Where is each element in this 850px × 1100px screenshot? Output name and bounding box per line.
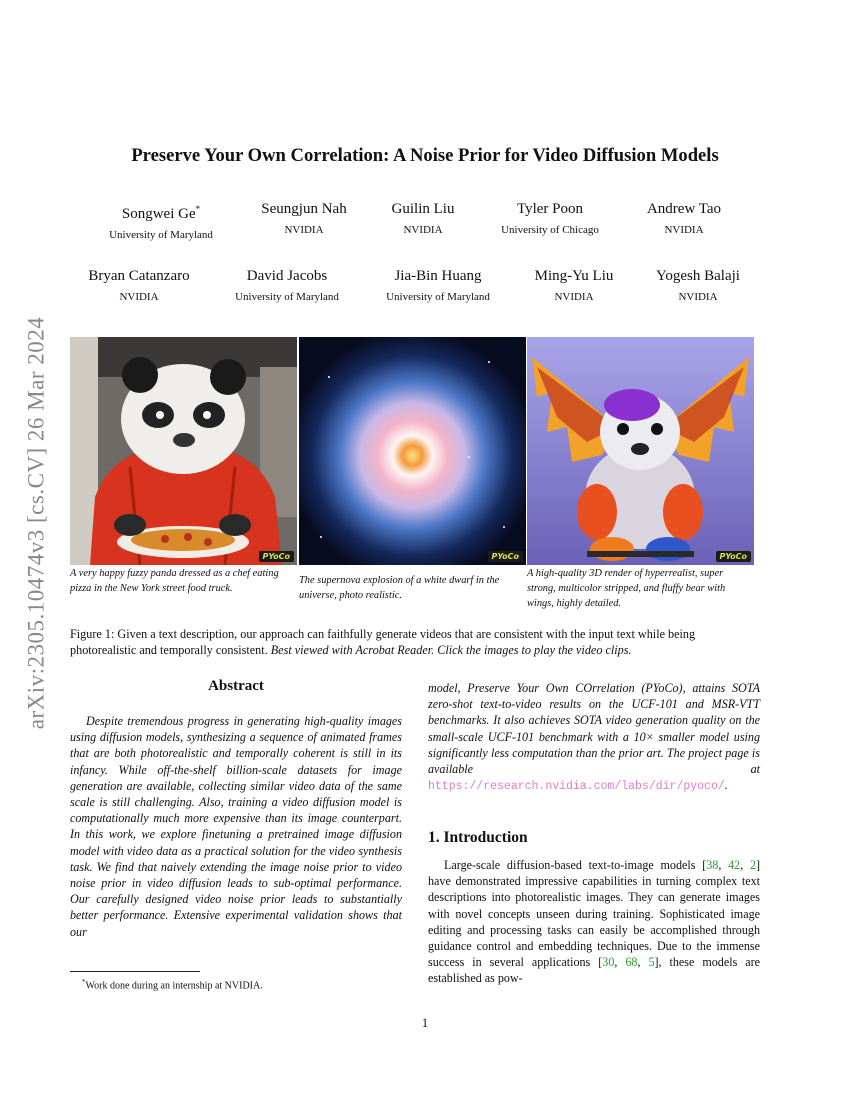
author-6 [54, 267, 224, 304]
video-supernova[interactable] [299, 337, 526, 565]
abstract-end: . [724, 778, 728, 793]
citation-link[interactable]: 38 [706, 858, 719, 872]
citation-link[interactable]: 42 [728, 858, 741, 872]
figure-label: Figure 1: [70, 627, 115, 641]
arxiv-sidebar-stamp [10, 288, 62, 758]
introduction-heading: 1. Introduction [428, 829, 528, 846]
citation-link[interactable]: 30 [602, 955, 615, 970]
author-affiliation: University of Maryland [386, 291, 490, 303]
author-name: Songwei Ge [121, 206, 196, 222]
abstract-text: Despite tremendous progress in generating high-quality images using diffusion models, synthesizing a sequence of animated frames that are both photorealistic and temporally coherent is still in its infancy. While off-the-shelf billion-scale datasets for image generation are available, collecting similar video data of the same scale is still challenging. Also, training a video diffusion model is computationally much more expensive than its image counterpart. In this work, we explore finetuning a pretrained image diffusion model with video data as a practical solution for the video synthesis task. We find that naively extending the image noise prior to video noise prior in video diffusion leads to sub-optimal performance. Our carefully designed video noise prior leads to substantially better performance. Extensive experimental validation shows that our [70, 714, 402, 939]
abstract-heading: Abstract [208, 678, 264, 694]
author-5 [599, 200, 769, 237]
figure-caption-emphasis: Best viewed with Acrobat Reader. Click the images to play the video clips. [270, 643, 632, 657]
page-number: 1 [421, 1016, 429, 1030]
author-name: Ming-Yu Liu [534, 268, 614, 284]
footnote [70, 976, 400, 992]
author-affiliation: University of Chicago [501, 224, 599, 236]
author-10 [613, 267, 783, 304]
video-panda-chef[interactable] [70, 337, 297, 565]
intro-text: , [740, 858, 750, 872]
citation-link[interactable]: 5 [648, 955, 655, 970]
author-name: Yogesh Balaji [656, 268, 740, 284]
subcaption-panda: A very happy fuzzy panda dressed as a chef eating pizza in the New York street food truck. [70, 568, 279, 594]
author-name: David Jacobs [246, 268, 328, 284]
paper-title: Preserve Your Own Correlation: A Noise Prior for Video Diffusion Models [131, 145, 719, 166]
subcaption-winged-bear: A high-quality 3D render of hyperrealist, super strong, multicolor stripped, and fluffy bear with wings, highly detailed. [527, 568, 726, 609]
citation-link[interactable]: 2 [749, 858, 756, 872]
author-affiliation: NVIDIA [678, 291, 718, 303]
author-affiliation: NVIDIA [119, 291, 159, 303]
panda-image [70, 337, 297, 565]
arxiv-id: arXiv:2305.10474v3 [cs.CV] 26 Mar 2024 [23, 316, 49, 730]
winged-bear-image [527, 337, 754, 565]
intro-text: ], these models are established as pow- [428, 955, 761, 986]
author-name: Tyler Poon [516, 201, 584, 217]
intro-text: , [614, 955, 626, 970]
author-affiliation: NVIDIA [284, 224, 324, 236]
footnote-text: Work done during an internship at NVIDIA. [85, 980, 263, 992]
abstract-body-col2 [428, 680, 760, 795]
author-name: Guilin Liu [391, 201, 455, 217]
citation-link[interactable]: 68 [625, 955, 638, 970]
author-affiliation: University of Maryland [235, 291, 339, 303]
figure-caption-text: Given a text description, our approach can faithfully generate videos that are consistent with the input text while being photorealistic and temporally consistent. [70, 627, 696, 657]
subcaption-supernova: The supernova explosion of a white dwarf in the universe, photo realistic. [299, 575, 500, 601]
intro-text: ] have demonstrated impressive capabilities in turning complex text descriptions into photorealistic images. They can generate images with novel concepts unseen during training. Sophisticated image editing and processing tasks can easily be accomplished through guidance control and embedding techniques. Due to the immense success in several applications [ [428, 858, 761, 970]
author-7 [202, 267, 372, 304]
author-affiliation: University of Maryland [109, 229, 213, 241]
author-affiliation: NVIDIA [664, 224, 704, 236]
author-mark: * [195, 204, 201, 214]
intro-text: Large-scale diffusion-based text-to-image models [ [444, 858, 707, 872]
introduction-body [428, 857, 760, 987]
pyoco-watermark: PYoCo [716, 551, 752, 562]
author-affiliation: NVIDIA [403, 224, 443, 236]
author-name: Jia-Bin Huang [394, 268, 482, 284]
supernova-image [299, 337, 526, 565]
author-affiliation: NVIDIA [554, 291, 594, 303]
intro-text: , [718, 858, 729, 872]
footnote-mark: * [82, 978, 86, 986]
author-name: Seungjun Nah [261, 201, 347, 217]
pyoco-watermark: PYoCo [488, 551, 524, 562]
abstract-text-continued: model, Preserve Your Own COrrelation (PYoCo), attains SOTA zero-shot text-to-video results on the UCF-101 and MSR-VTT benchmarks. It also achieves SOTA video generation quality on the small-scale UCF-101 benchmark with a 10× smaller model using significantly less computation than the prior art. The project page is available at [428, 681, 760, 777]
author-name: Andrew Tao [646, 201, 722, 217]
pyoco-watermark: PYoCo [259, 551, 295, 562]
footnote-rule [70, 971, 200, 972]
figure-1-caption [70, 626, 760, 658]
video-winged-bear[interactable] [527, 337, 754, 565]
author-name: Bryan Catanzaro [88, 268, 190, 284]
abstract-body-col1 [70, 713, 402, 940]
project-page-link[interactable]: https://research.nvidia.com/labs/dir/pyoco/ [428, 780, 725, 794]
intro-text: , [637, 955, 649, 970]
